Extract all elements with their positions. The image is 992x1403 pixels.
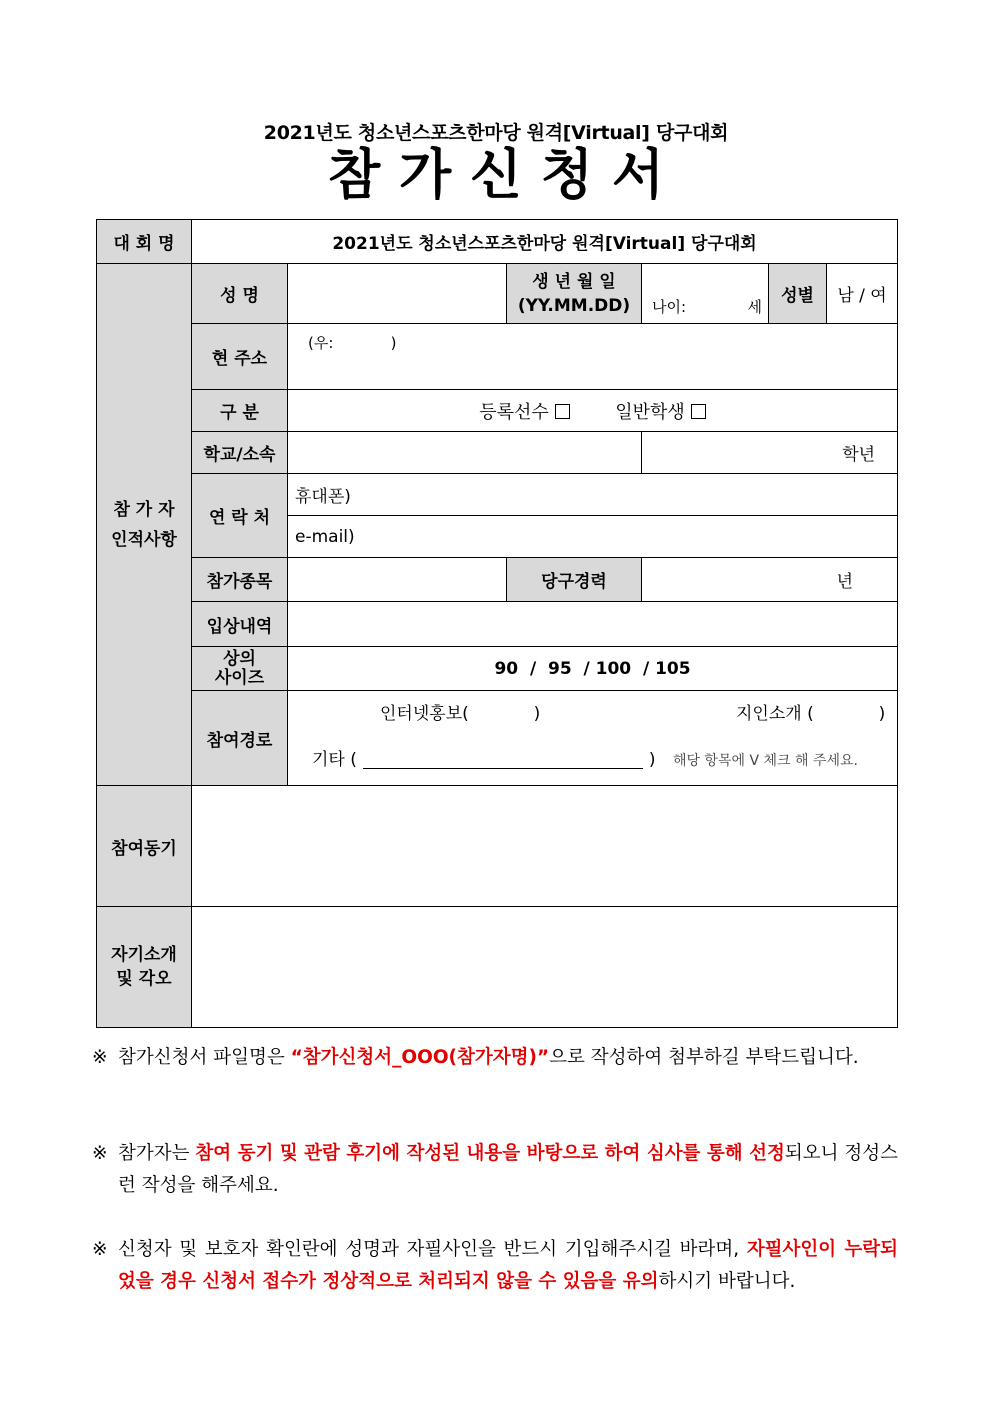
category-label: 구 분 xyxy=(192,390,288,432)
note-mark: ※ xyxy=(92,1143,108,1164)
intro-label-line2: 및 각오 xyxy=(116,969,172,989)
shirt-size-options[interactable]: 90 / 95 / 100 / 105 xyxy=(288,647,898,691)
grade-field[interactable] xyxy=(642,432,898,474)
birth-label xyxy=(507,264,642,324)
awards-field[interactable] xyxy=(288,602,898,647)
gender-label: 성별 xyxy=(769,264,827,324)
shirt-size-label-line2: 사이즈 xyxy=(214,667,265,688)
birth-field[interactable] xyxy=(642,264,769,324)
school-label: 학교/소속 xyxy=(192,432,288,474)
event-label: 참가종목 xyxy=(192,558,288,602)
document-title: 참 가 신 청 서 xyxy=(327,143,665,206)
checkbox-icon[interactable] xyxy=(691,404,706,419)
gender-field[interactable]: 남 / 여 xyxy=(827,264,898,324)
route-internet-option[interactable]: 인터넷홍보( ) xyxy=(380,704,541,724)
category-field xyxy=(288,390,898,432)
phone-prefix: 휴대폰) xyxy=(295,487,351,507)
grade-suffix: 학년 xyxy=(842,445,876,465)
route-other-blank[interactable] xyxy=(363,750,643,769)
intro-label-line1: 자기소개 xyxy=(111,945,177,965)
contact-label: 연 락 처 xyxy=(192,474,288,558)
category-option-student[interactable] xyxy=(615,402,706,423)
category-option-registered[interactable] xyxy=(479,402,570,423)
document-subtitle: 2021년도 청소년스포츠한마당 원격[Virtual] 당구대회 xyxy=(263,122,729,144)
note1-text-b: 으로 작성하여 첨부하길 부탁드립니다. xyxy=(549,1047,859,1068)
note3-text-b: 하시기 바랍니다. xyxy=(658,1271,796,1292)
note-selection xyxy=(92,1138,898,1202)
note3-text-a: 신청자 및 보호자 확인란에 성명과 자필사인을 반드시 기입해주시길 바라며, xyxy=(118,1239,747,1260)
email-prefix: e-mail) xyxy=(295,526,355,547)
birth-label-line1: 생 년 월 일 xyxy=(532,271,616,292)
note-mark: ※ xyxy=(92,1047,108,1068)
note-signature xyxy=(92,1234,898,1298)
checkbox-icon[interactable] xyxy=(555,404,570,419)
route-other-option[interactable] xyxy=(312,745,858,770)
note3-highlight: 자필사인이 누락되었을 경우 신청서 접수가 정상적으로 처리되지 않을 수 있음을 유의 xyxy=(118,1239,898,1292)
shirt-size-label-line1: 상의 xyxy=(223,648,256,669)
phone-field[interactable] xyxy=(288,474,898,516)
school-field[interactable] xyxy=(288,432,642,474)
name-label: 성 명 xyxy=(192,264,288,324)
route-other-prefix: 기타 ( xyxy=(312,750,357,770)
address-label: 현 주소 xyxy=(192,324,288,390)
age-suffix: 세 xyxy=(747,298,762,316)
shirt-size-label xyxy=(192,647,288,691)
email-field[interactable] xyxy=(288,516,898,558)
experience-suffix: 년 xyxy=(836,572,854,592)
note1-text-a: 참가신청서 파일명은 xyxy=(118,1047,291,1068)
birth-label-line2: (YY.MM.DD) xyxy=(517,295,631,316)
note2-text-a: 참가자는 xyxy=(118,1143,196,1164)
route-label: 참여경로 xyxy=(192,691,288,786)
route-field xyxy=(288,691,898,786)
note-filename xyxy=(92,1042,898,1074)
competition-value: 2021년도 청소년스포츠한마당 원격[Virtual] 당구대회 xyxy=(192,220,898,264)
name-field[interactable] xyxy=(288,264,507,324)
note1-highlight: “참가신청서_OOO(참가자명)” xyxy=(290,1047,550,1068)
address-field[interactable] xyxy=(288,324,898,390)
motive-field[interactable] xyxy=(192,786,898,907)
route-friend-option[interactable]: 지인소개 ( ) xyxy=(736,704,886,724)
experience-label: 당구경력 xyxy=(507,558,642,602)
postal-code-prefix: (우: ) xyxy=(308,334,397,352)
awards-label: 입상내역 xyxy=(192,602,288,647)
event-field[interactable] xyxy=(288,558,507,602)
intro-label xyxy=(97,907,192,1028)
participant-section-label xyxy=(97,264,192,786)
note2-highlight: 참여 동기 및 관람 후기에 작성된 내용을 바탕으로 하여 심사를 통해 선정 xyxy=(195,1143,785,1164)
note-mark: ※ xyxy=(92,1239,108,1260)
application-form xyxy=(96,219,898,1028)
age-prefix: 나이: xyxy=(652,298,687,316)
experience-field[interactable] xyxy=(642,558,898,602)
intro-field[interactable] xyxy=(192,907,898,1028)
note2-text-b: 되오니 정성스런 작성을 해주세요. xyxy=(118,1143,898,1196)
route-other-suffix: ) xyxy=(648,750,656,770)
participant-section-label-line2: 인적사항 xyxy=(111,529,177,550)
participant-section-label-line1: 참 가 자 xyxy=(113,499,175,520)
category-option-student-label: 일반학생 xyxy=(615,401,685,423)
category-option-registered-label: 등록선수 xyxy=(479,401,549,423)
competition-label: 대 회 명 xyxy=(97,220,192,264)
route-hint: 해당 항목에 V 체크 해 주세요. xyxy=(672,753,858,769)
motive-label: 참여동기 xyxy=(97,786,192,907)
